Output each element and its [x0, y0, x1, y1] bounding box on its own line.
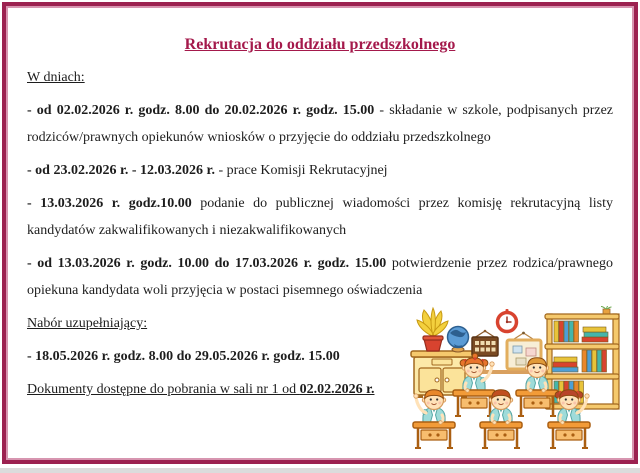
globe-icon — [448, 327, 469, 353]
schedule-item-4-dates: - od 13.03.2026 r. godz. 10.00 do 17.03.2026 r. godz. 15.00 — [27, 256, 387, 271]
documents-note-text: Dokumenty dostępne do pobrania w sali nr 1 od — [27, 382, 300, 397]
schedule-item-2-description: - prace Komisji Rekrutacyjnej — [214, 163, 388, 178]
schedule-item-3-description: podanie do publicznej wiadomości przez komisję rekrutacyjną listy kandydatów zakwalifikowanych i niezakwalifikowanych — [27, 196, 613, 238]
supplementary-schedule: - 18.05.2026 r. godz. 8.00 do 29.05.2026 r. godz. 15.00 — [27, 349, 340, 364]
clock-icon — [498, 309, 517, 332]
schedule-item-1 — [27, 97, 613, 151]
document-frame — [2, 2, 638, 464]
schedule-item-1-description: - składanie w szkole, podpisanych przez rodziców/prawnych opiekunów wniosków o przyjęcie do oddziału przedszkolnego — [27, 103, 613, 145]
schedule-item-3 — [27, 190, 613, 244]
schedule-item-4-description: potwierdzenie przez rodzica/prawnego opiekuna kandydata woli przyjęcia w postaci pisemnego oświadczenia — [27, 256, 613, 298]
page-bottom-strip — [0, 468, 640, 473]
schedule-item-2 — [27, 157, 613, 184]
classroom-illustration — [410, 306, 622, 450]
supplementary-heading: Nabór uzupełniający: — [27, 316, 148, 331]
schedule-item-3-dates: - 13.03.2026 r. godz.10.00 — [27, 196, 192, 211]
schedule-item-2-dates: - od 23.02.2026 r. - 12.03.2026 r. — [27, 163, 215, 178]
schedule-item-1-dates: - od 02.02.2026 r. godz. 8.00 do 20.02.2026 r. godz. 15.00 — [27, 103, 375, 118]
page-title: Rekrutacja do oddziału przedszkolnego — [184, 36, 456, 53]
pupil-front-left-boy — [413, 390, 455, 448]
intro-heading: W dniach: — [27, 70, 85, 85]
documents-note-date: 02.02.2026 r. — [299, 382, 375, 397]
schedule-item-4 — [27, 250, 613, 304]
document-frame-inner — [6, 6, 634, 460]
plant-icon — [417, 308, 448, 351]
calendar-board-icon — [472, 330, 498, 356]
